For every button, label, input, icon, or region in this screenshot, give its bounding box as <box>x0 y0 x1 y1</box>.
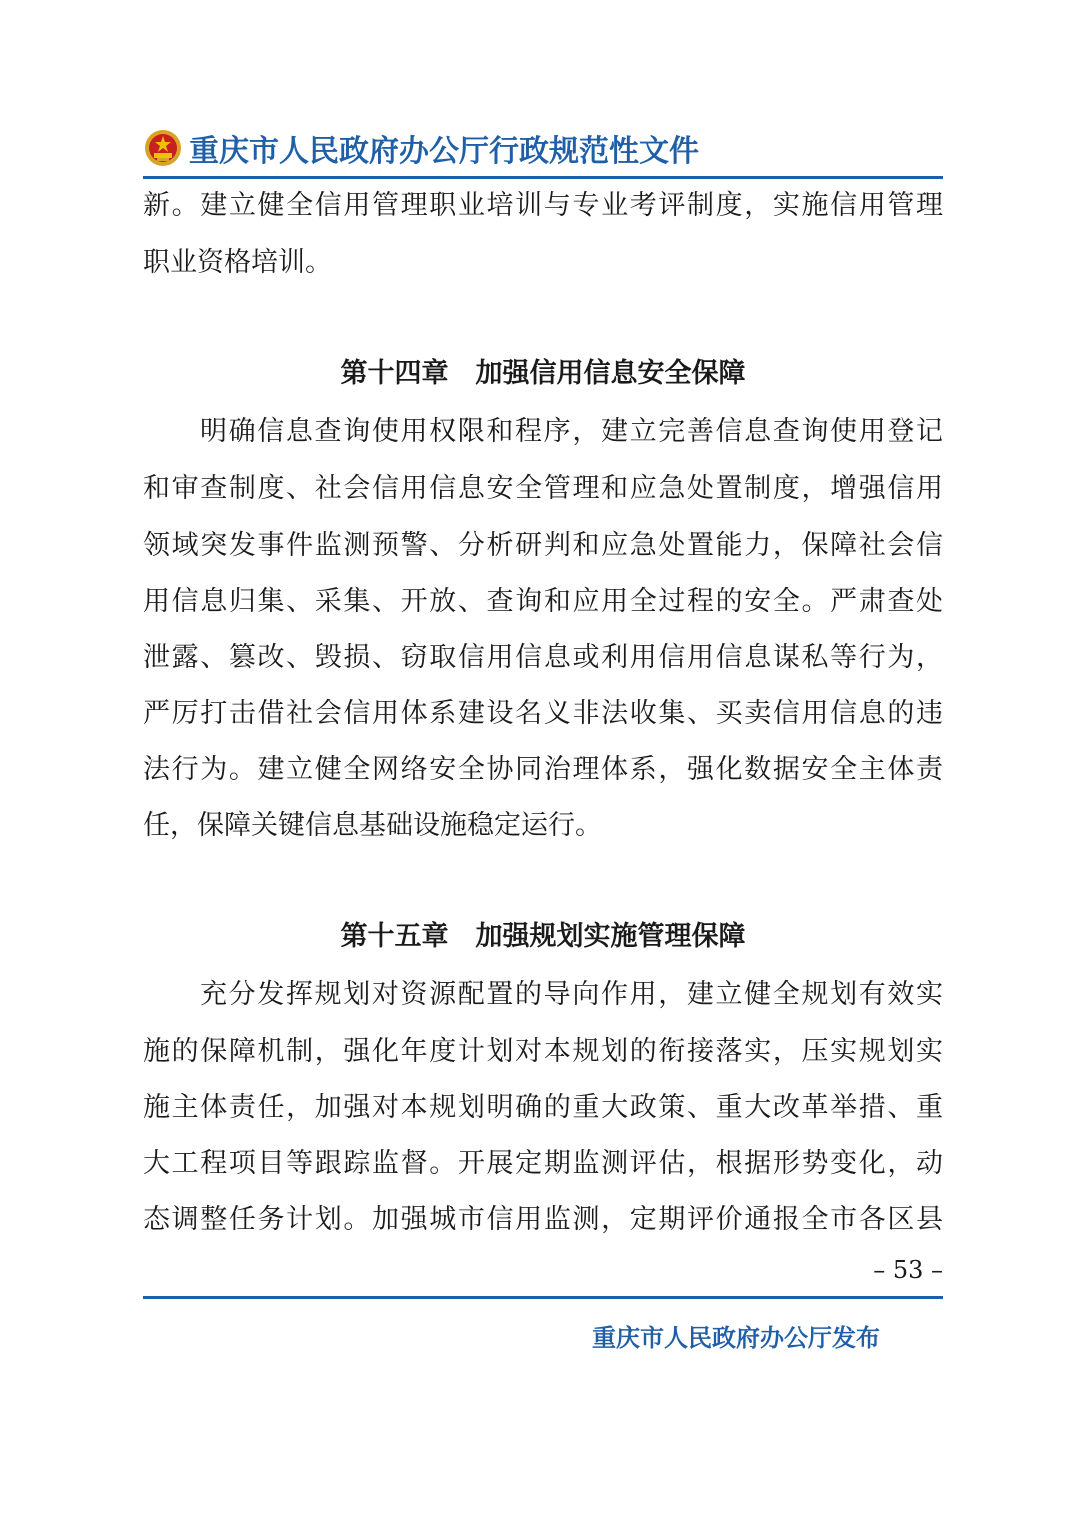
chapter-heading: 第十四章 加强信用信息安全保障 <box>340 358 746 389</box>
body-line: 施的保障机制，强化年度计划对本规划的衔接落实，压实规划实 <box>143 1036 943 1067</box>
body-line: 严厉打击借社会信用体系建设名义非法收集、买卖信用信息的违 <box>143 698 943 729</box>
page-number: – 53 – <box>873 1256 943 1284</box>
national-emblem-icon <box>143 128 183 168</box>
body-line: 充分发挥规划对资源配置的导向作用，建立健全规划有效实 <box>200 979 943 1010</box>
body-line: 职业资格培训。 <box>143 247 332 278</box>
footer-divider <box>143 1296 943 1299</box>
body-line: 和审查制度、社会信用信息安全管理和应急处置制度，增强信用 <box>143 473 943 504</box>
footer-publisher: 重庆市人民政府办公厅发布 <box>592 1324 880 1352</box>
body-line: 任，保障关键信息基础设施稳定运行。 <box>143 810 602 841</box>
body-line: 态调整任务计划。加强城市信用监测，定期评价通报全市各区县 <box>143 1204 943 1235</box>
header-title: 重庆市人民政府办公厅行政规范性文件 <box>189 134 699 169</box>
document-header <box>143 118 943 178</box>
body-line: 施主体责任，加强对本规划明确的重大政策、重大改革举措、重 <box>143 1092 943 1123</box>
body-line: 领域突发事件监测预警、分析研判和应急处置能力，保障社会信 <box>143 530 943 561</box>
body-line: 泄露、篡改、毁损、窃取信用信息或利用信用信息谋私等行为， <box>143 642 943 673</box>
body-line: 明确信息查询使用权限和程序，建立完善信息查询使用登记 <box>200 416 943 447</box>
body-line: 法行为。建立健全网络安全协同治理体系，强化数据安全主体责 <box>143 754 943 785</box>
body-line: 新。建立健全信用管理职业培训与专业考评制度，实施信用管理 <box>143 190 943 221</box>
body-line: 用信息归集、采集、开放、查询和应用全过程的安全。严肃查处 <box>143 586 943 617</box>
chapter-heading: 第十五章 加强规划实施管理保障 <box>340 921 746 952</box>
body-line: 大工程项目等跟踪监督。开展定期监测评估，根据形势变化，动 <box>143 1148 943 1179</box>
header-divider <box>143 176 943 179</box>
